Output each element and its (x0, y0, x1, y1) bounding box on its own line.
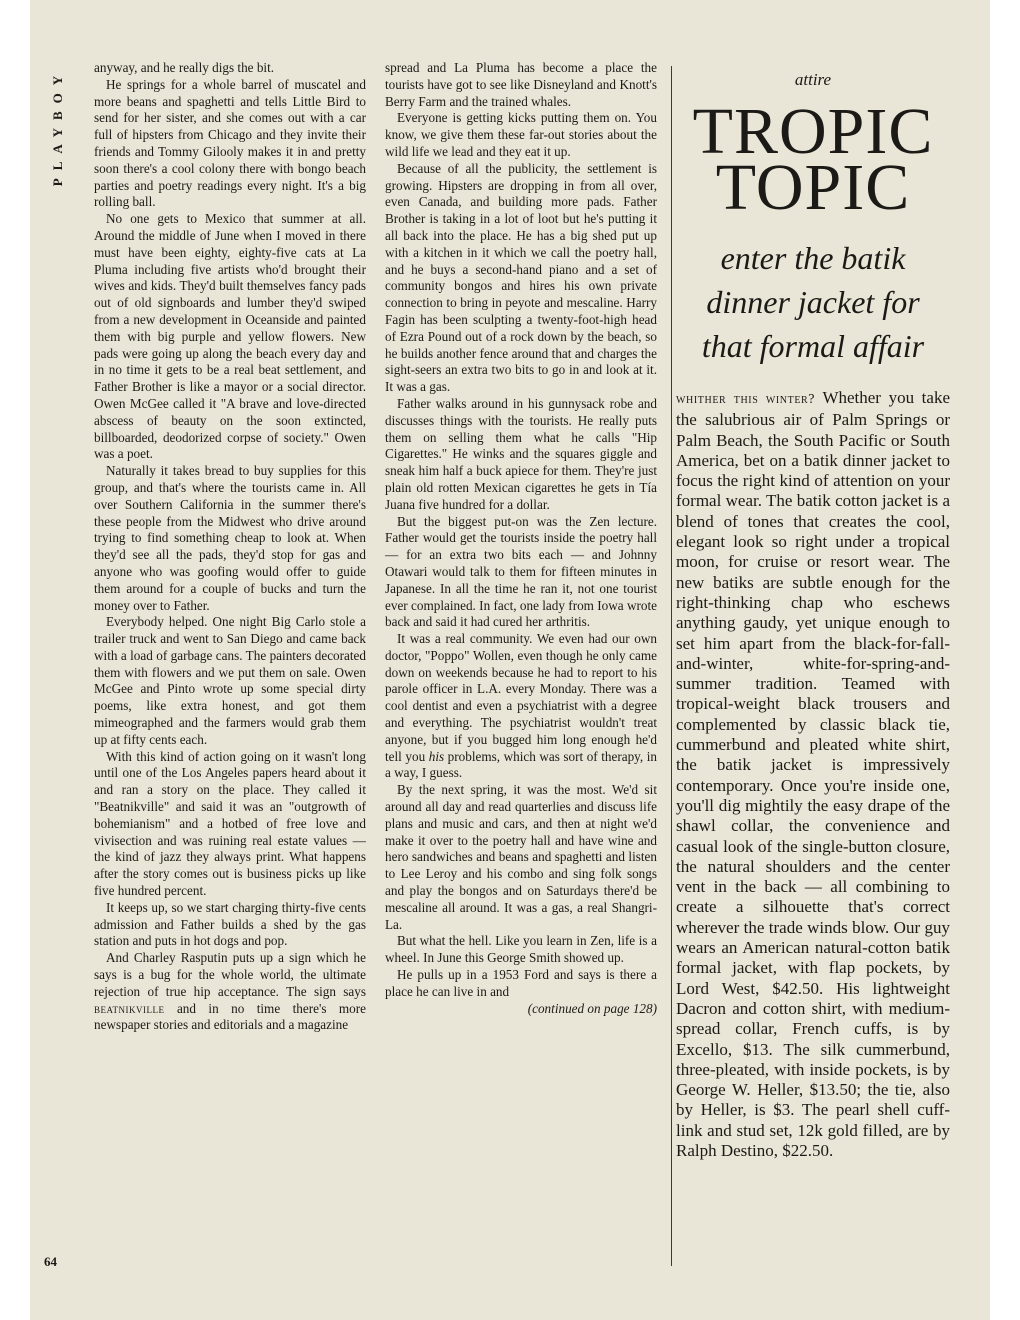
deck-line: enter the batik (720, 240, 906, 276)
magazine-name: PLAYBOY (50, 67, 65, 187)
story-column-2 (385, 60, 657, 1017)
running-head (46, 52, 70, 202)
deck-line: dinner jacket for (706, 284, 920, 320)
body-text: Whether you take the salubrious air of Palm Springs or Palm Beach, the South Pacific or South America, bet on a batik dinner jacket to focus the right kind of attention on your formal wear. The batik cotton jacket is a blend of tones that creates the cool, elegant look so right under a tropical moon, for cruise or resort wear. The new batiks are subtle enough for the right-thinking chap who eschews anything gaudy, yet unique enough to set him apart from the black-for-fall-and-winter, white-for-spring-and-summer tradition. Teamed with tropical-weight black trousers and complemented by classic black tie, cummerbund and pleated white shirt, the batik jacket is impressively contemporary. Once you're inside one, you'll dig mightily the easy drape of the shawl collar, the convenience and casual look of the single-button closure, the natural shoulders and the center vent in the back — all combining to create a silhouette that's correct wherever the trade winds blow. Our guy wears an American natural-cotton batik formal jacket, with flap pockets, by Lord West, $42.50. His lightweight Dacron and cotton shirt, with medium-spread collar, French cuffs, is by Excello, $13. The silk cummerbund, three-pleated, with inside pockets, is by George W. Heller, $13.50; the tie, also by Heller, is $3. The pearl shell cuff-link and stud set, 12k gold filled, are by Ralph Destino, $22.50. (676, 388, 950, 1160)
story-text: problems, which was sort of therapy, in a way, I guess. (385, 748, 658, 781)
story-paragraph: No one gets to Mexico that summer at all. Around the middle of June when I moved in there must have been eighty, eighty-five cats at La Pluma including five artists who'd brought their wives and kids. They'd built themselves fancy pads out of old signboards and lumber they'd swiped from a new development in Oceanside and painted them with big purple and yellow flowers. New pads were going up along the beach every day and in no time it gets to be a real beat settlement, and Father Brother is like a mayor or a social director. Owen McGee called it "A brave and love-directed abscess of beauty on the soon extincted, billboarded, deodorized corpse of society." Owen was a poet. (94, 211, 366, 462)
story-paragraph: He pulls up in a 1953 Ford and says is there a place he can live in and (385, 967, 657, 999)
story-text: and in no time there's more newspaper stories and editorials and a magazine (94, 1000, 366, 1033)
section-kicker: attire (794, 70, 832, 89)
story-text: It was a real community. We even had our own doctor, "Poppo" Wollen, even though he only came down on weekends because he had to report to his parole officer in L.A. every Monday. There was a cool dentist and even a psychiatrist with a degree and everything. The psychiatrist wouldn't treat anyone, but if you bugged him long enough he'd tell you (385, 631, 657, 764)
story-paragraph: spread and La Pluma has become a place the tourists have got to see like Disneyland and Knott's Berry Farm and the trained whales. (385, 60, 657, 109)
page-number: 64 (44, 1254, 57, 1269)
story-paragraph: But the biggest put-on was the Zen lecture. Father would get the tourists inside the poetry hall — for an extra two bits each — and Johnny Otawari would talk to them for fifteen minutes in Japanese. In all the time he ran it, not one tourist ever complained. In fact, one lady from Iowa wrote back and said it had cured her arthritis. (385, 513, 657, 630)
story-text: And Charley Rasputin puts up a sign which he says is a bug for the whole world, the ultimate rejection of true hip acceptance. The sign says (94, 950, 366, 999)
headline-line: TROPIC (692, 95, 934, 168)
feature-headline (676, 95, 950, 224)
attire-feature (676, 70, 950, 1161)
story-paragraph: He springs for a whole barrel of muscatel and more beans and spaghetti and tells Little Bird to send for her sister, and she comes out with a car full of hipsters from Chicago and they invite their friends and Tommy Gilooly makes it in and pretty soon there's a cool colony there with bongo beach parties and poetry readings every night. It's a big rolling ball. (94, 76, 366, 210)
sign-text: beatnikville (94, 1000, 165, 1016)
story-paragraph: It keeps up, so we start charging thirty-five cents admission and Father builds a shed by the gas station and puts in hot dogs and pop. (94, 899, 366, 949)
story-paragraph: With this kind of action going on it wasn't long until one of the Los Angeles papers heard about it and ran a story on the place. They called it "Beatnikville" and said it was an "outgrowth of bohemianism" and a hotbed of free love and vivisection and was ruining real estate values — the kind of jazz they always print. What happens after the story comes out is business picks up like five hundred percent. (94, 748, 366, 899)
column-divider (671, 66, 672, 1266)
story-paragraph (385, 631, 657, 782)
story-paragraph: But what the hell. Like you learn in Zen, life is a wheel. In June this George Smith showed up. (385, 933, 657, 966)
feature-deck (676, 236, 950, 368)
feature-body (676, 388, 950, 1161)
story-paragraph: Everyone is getting kicks putting them on. You know, we give them these far-out stories about the wild life we lead and they eat it up. (385, 110, 657, 159)
continued-note: (continued on page 128) (527, 1000, 657, 1016)
emphasis-text: his (428, 748, 445, 764)
deck-line: that formal affair (701, 328, 925, 364)
story-paragraph: Naturally it takes bread to buy supplies for this group, and that's where the tourists came in. All over Southern California in the summer there's these people from the Midwest who drive around trying to find something cheap to look at. When they'd see all the pads, they'd stop for gas and anyone who was goofing would offer to guide them around for a couple of bucks and turn the money over to Father. (94, 463, 366, 613)
story-paragraph: Everybody helped. One night Big Carlo stole a trailer truck and went to San Diego and came back with a load of garbage cans. The painters decorated them with flowers and we put them on sale. Owen McGee and Pinto wrote up some special dirty poems, like extra honest, and got them mimeographed and the farmers would grab them up at fifty cents each. (94, 614, 366, 747)
headline-line: TOPIC (715, 151, 911, 224)
story-column-1 (94, 60, 366, 1034)
story-paragraph: Father walks around in his gunnysack robe and discusses things with the tourists. He really puts them on selling them what he calls "Hip Cigarettes." He winks and the squares giggle and sneak him half a buck apiece for them. They're just plain old rotten Mexican cigarettes he gets in Tía Juana five hundred for a dollar. (385, 395, 657, 512)
story-paragraph: anyway, and he really digs the bit. (94, 60, 275, 75)
story-paragraph: Because of all the publicity, the settlement is growing. Hipsters are dropping in from all over, even Canada, and building more pads. Father Brother is taking in a lot of loot but he's putting it all back into the place. He has a big shed put up with a kitchen in it which we call the poetry hall, and he buys a second-hand piano and a set of community bongos and hires his own private connection to bring in peyote and mescaline. Harry Fagin has been sculpting a twenty-foot-high head of Ezra Pound out of a rock down by the beach, so he builds another fence around that and charges the sight-seers an extra two bits to go in and look at it. It was a gas. (385, 160, 657, 395)
lead-in: whither this winter? (676, 392, 816, 407)
story-paragraph (94, 950, 366, 1034)
story-paragraph: By the next spring, it was the most. We'd sit around all day and read quarterlies and discuss life plans and music and cars, and then at night we'd make it over to the poetry hall and have wine and hero sandwiches and beans and spaghetti and listen to Lee Leroy and his combo and sing folk songs and play the bongos and on Saturdays there'd be mescaline all around. It was a gas, a real Shangri-La. (385, 782, 657, 932)
